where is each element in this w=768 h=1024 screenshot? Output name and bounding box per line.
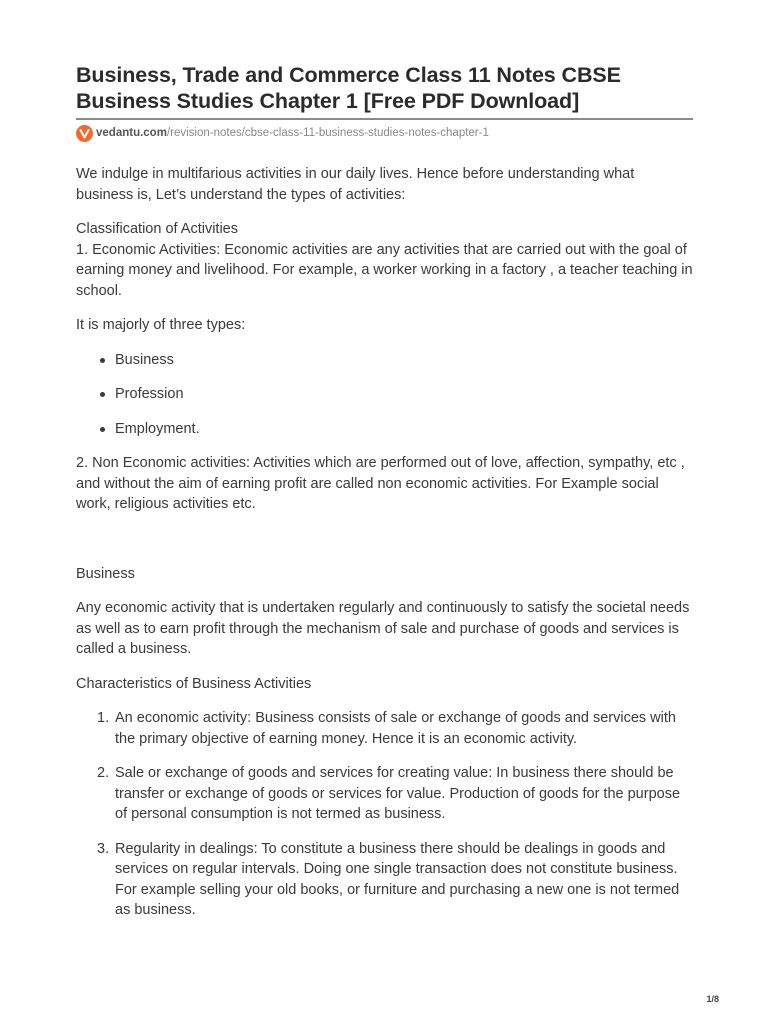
classification-heading: Classification of Activities: [76, 221, 238, 237]
document-body: [76, 164, 693, 921]
economic-activities-paragraph: 1. Economic Activities: Economic activities are any activities that are carried out with the goal of earning money and livelihood. For example, a worker working in a factory , a teacher teaching in school.: [76, 241, 693, 299]
bullet-icon: [100, 392, 105, 397]
activity-types-list: [76, 350, 693, 440]
vedantu-logo-icon: [76, 125, 93, 142]
list-item: 1. An economic activity: Business consists of sale or exchange of goods and services with the primary objective of earning money. Hence it is an economic activity.: [97, 710, 676, 747]
characteristics-heading: Characteristics of Business Activities: [76, 675, 312, 692]
bullet-icon: [100, 427, 105, 432]
list-item: Employment.: [76, 419, 693, 440]
source-domain[interactable]: vedantu.com: [96, 127, 167, 139]
types-intro: It is majorly of three types:: [76, 317, 246, 333]
list-item: Profession: [76, 384, 693, 405]
source-link[interactable]: [76, 123, 693, 143]
intro-paragraph: We indulge in multifarious activities in our daily lives. Hence before understanding what business is, Let’s understand the types of activities:: [76, 166, 635, 203]
list-item: 3. Regularity in dealings: To constitute a business there should be dealings in goods and services on regular intervals. Doing one single transaction does not constitute business. For example selling your old books, or furniture and purchasing a new one is not termed as business.: [97, 840, 680, 918]
title-line-2: Business Studies Chapter 1 [Free PDF Download]: [76, 89, 580, 113]
non-economic-paragraph: 2. Non Economic activities: Activities which are performed out of love, affection, sympathy, etc , and without the aim of earning profit are called non economic activities. For Example social work, religious activities etc.: [76, 455, 685, 512]
list-item: Business: [76, 350, 693, 371]
business-heading: Business: [76, 565, 135, 582]
bullet-icon: [100, 358, 105, 363]
characteristics-list: [76, 708, 693, 921]
source-path[interactable]: /revision-notes/cbse-class-11-business-studies-notes-chapter-1: [166, 127, 489, 139]
document-page: [76, 62, 693, 921]
list-item: 2. Sale or exchange of goods and services for creating value: In business there should be transfer or exchange of goods or services for value. Production of goods for the purpose of personal consumption is not termed as business.: [97, 765, 681, 822]
title-divider: [76, 118, 693, 120]
page-title: [76, 62, 693, 114]
title-line-1: Business, Trade and Commerce Class 11 Notes CBSE: [76, 63, 621, 87]
business-definition-paragraph: Any economic activity that is undertaken regularly and continuously to satisfy the societal needs as well as to earn profit through the mechanism of sale and purchase of goods and services is called a business.: [76, 600, 690, 657]
page-indicator: 1/8: [706, 994, 719, 1004]
